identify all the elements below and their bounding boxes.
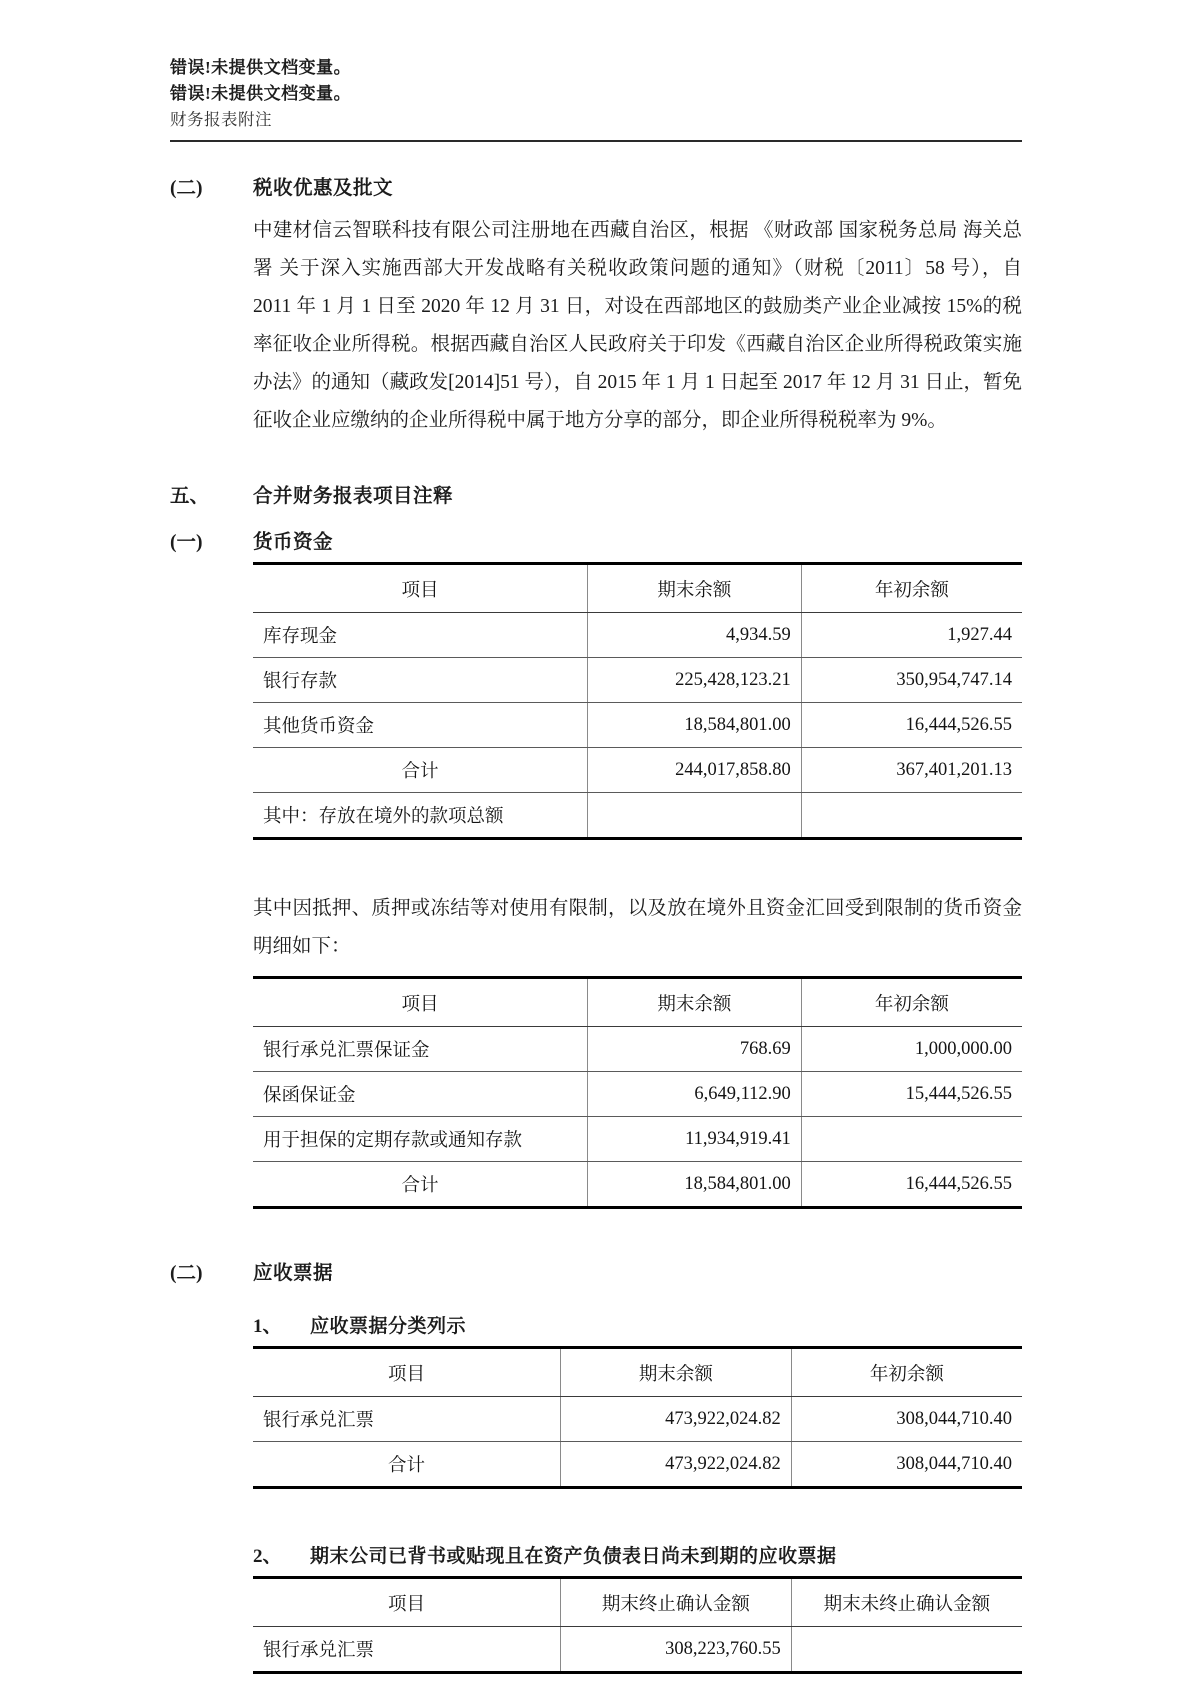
amount-cell: 367,401,201.13 [801, 748, 1022, 793]
amount-cell: 350,954,747.14 [801, 658, 1022, 703]
cash-table [253, 562, 1022, 840]
section-five-heading [170, 480, 1022, 508]
amount-cell: 16,444,526.55 [801, 703, 1022, 748]
table-header-row [253, 978, 1022, 1027]
amount-cell: 6,649,112.90 [588, 1072, 802, 1117]
item-label: 用于担保的定期存款或通知存款 [253, 1117, 588, 1162]
header-doc-title: 财务报表附注 [170, 110, 272, 129]
amount-cell: 18,584,801.00 [588, 1162, 802, 1208]
table-row [253, 793, 1022, 839]
column-header: 期末未终止确认金额 [791, 1578, 1022, 1627]
subsection-class-heading [253, 1311, 1022, 1338]
column-header: 年初余额 [791, 1348, 1022, 1397]
column-header: 期末余额 [588, 978, 802, 1027]
amount-cell [791, 1627, 1022, 1673]
subsection-endorsed-heading [253, 1541, 1022, 1568]
item-label: 银行承兑汇票 [263, 1641, 375, 1661]
notes-classification-table [253, 1346, 1022, 1489]
amount-cell: 308,044,710.40 [791, 1397, 1022, 1442]
table-row [253, 1627, 1022, 1673]
table-row [253, 748, 1022, 793]
item-label: 其他货币资金 [253, 703, 588, 748]
amount-cell: 15,444,526.55 [801, 1072, 1022, 1117]
table-row [253, 1397, 1022, 1442]
column-header: 期末余额 [588, 564, 802, 613]
amount-cell [588, 793, 802, 839]
item-label: 合计 [253, 748, 588, 793]
amount-cell: 4,934.59 [588, 613, 802, 658]
amount-cell: 473,922,024.82 [561, 1442, 792, 1488]
table-row [253, 1072, 1022, 1117]
column-header: 项目 [253, 1348, 561, 1397]
section-number: (一) [170, 532, 203, 553]
amount-cell: 225,428,123.21 [588, 658, 802, 703]
notes-endorsed-table [253, 1576, 1022, 1674]
amount-cell: 308,223,760.55 [561, 1627, 792, 1673]
amount-cell [801, 793, 1022, 839]
section-title: 应收票据 [253, 1263, 334, 1284]
item-label: 银行承兑汇票保证金 [253, 1027, 588, 1072]
header-error-line-2: 错误!未提供文档变量。 [170, 84, 352, 103]
column-header: 项目 [253, 1578, 561, 1627]
column-header: 期末终止确认金额 [561, 1578, 792, 1627]
item-label: 银行存款 [253, 658, 588, 703]
restricted-funds-note: 其中因抵押、质押或冻结等对使用有限制，以及放在境外且资金汇回受到限制的货币资金明细如下： [253, 898, 1022, 957]
amount-cell: 1,927.44 [801, 613, 1022, 658]
subsection-title: 应收票据分类列示 [310, 1316, 467, 1337]
column-header: 项目 [253, 978, 588, 1027]
page-header [170, 55, 1022, 142]
table-row [253, 1027, 1022, 1072]
amount-cell: 16,444,526.55 [801, 1162, 1022, 1208]
item-label: 银行承兑汇票 [253, 1397, 561, 1442]
table-header-row [253, 1578, 1022, 1627]
table-header-row [253, 1348, 1022, 1397]
amount-cell: 18,584,801.00 [588, 703, 802, 748]
subsection-title: 期末公司已背书或贴现且在资产负债表日尚未到期的应收票据 [310, 1546, 837, 1567]
subsection-number: 2、 [253, 1546, 282, 1567]
section-number: (二) [170, 178, 203, 199]
section-number: (二) [170, 1263, 203, 1284]
item-label: 合计 [388, 1456, 426, 1476]
amount-cell: 244,017,858.80 [588, 748, 802, 793]
item-label: 保函保证金 [253, 1072, 588, 1117]
table-row [253, 658, 1022, 703]
column-header: 年初余额 [801, 564, 1022, 613]
amount-cell: 473,922,024.82 [561, 1397, 792, 1442]
restricted-funds-table [253, 976, 1022, 1209]
section-tax-heading [170, 172, 1022, 200]
section-notes-heading [170, 1257, 1022, 1285]
column-header: 年初余额 [801, 978, 1022, 1027]
amount-cell: 768.69 [588, 1027, 802, 1072]
table-row [253, 703, 1022, 748]
header-error-line-1: 错误!未提供文档变量。 [170, 58, 352, 77]
column-header: 期末余额 [561, 1348, 792, 1397]
table-row [253, 1442, 1022, 1488]
section-number: 五、 [170, 486, 210, 507]
table-header-row [253, 564, 1022, 613]
amount-cell: 1,000,000.00 [801, 1027, 1022, 1072]
item-label: 合计 [401, 1176, 439, 1196]
section-cash-heading [170, 526, 1022, 554]
table-row [253, 613, 1022, 658]
section-title: 货币资金 [253, 532, 334, 553]
subsection-number: 1、 [253, 1316, 282, 1337]
amount-cell: 11,934,919.41 [588, 1117, 802, 1162]
amount-cell [801, 1117, 1022, 1162]
tax-paragraph: 中建材信云智联科技有限公司注册地在西藏自治区，根据 《财政部 国家税务总局 海关总署 关于深入实施西部大开发战略有关税收政策问题的通知》（财税〔2011〕58 号），自 2011 年 1 月 1 日至 2020 年 12 月 31 日，对设在西部地区的鼓励类产业企业减按 15%的税率征收企业所得税。根据西藏自治区人民政府关于印发《西藏自治区企业所得税政策实施办法》的通知（藏政发[2014]51 号），自 2015 年 1 月 1 日起至 2017 年 12 月 31 日止，暂免征收企业应缴纳的企业所得税中属于地方分享的部分，即企业所得税税率为 9%。 [253, 220, 1022, 431]
item-label: 库存现金 [253, 613, 588, 658]
amount-cell: 308,044,710.40 [791, 1442, 1022, 1488]
table-row [253, 1162, 1022, 1208]
section-title: 合并财务报表项目注释 [253, 486, 454, 507]
table-row [253, 1117, 1022, 1162]
column-header: 项目 [253, 564, 588, 613]
section-title: 税收优惠及批文 [253, 178, 394, 199]
item-label: 其中：存放在境外的款项总额 [263, 807, 504, 827]
